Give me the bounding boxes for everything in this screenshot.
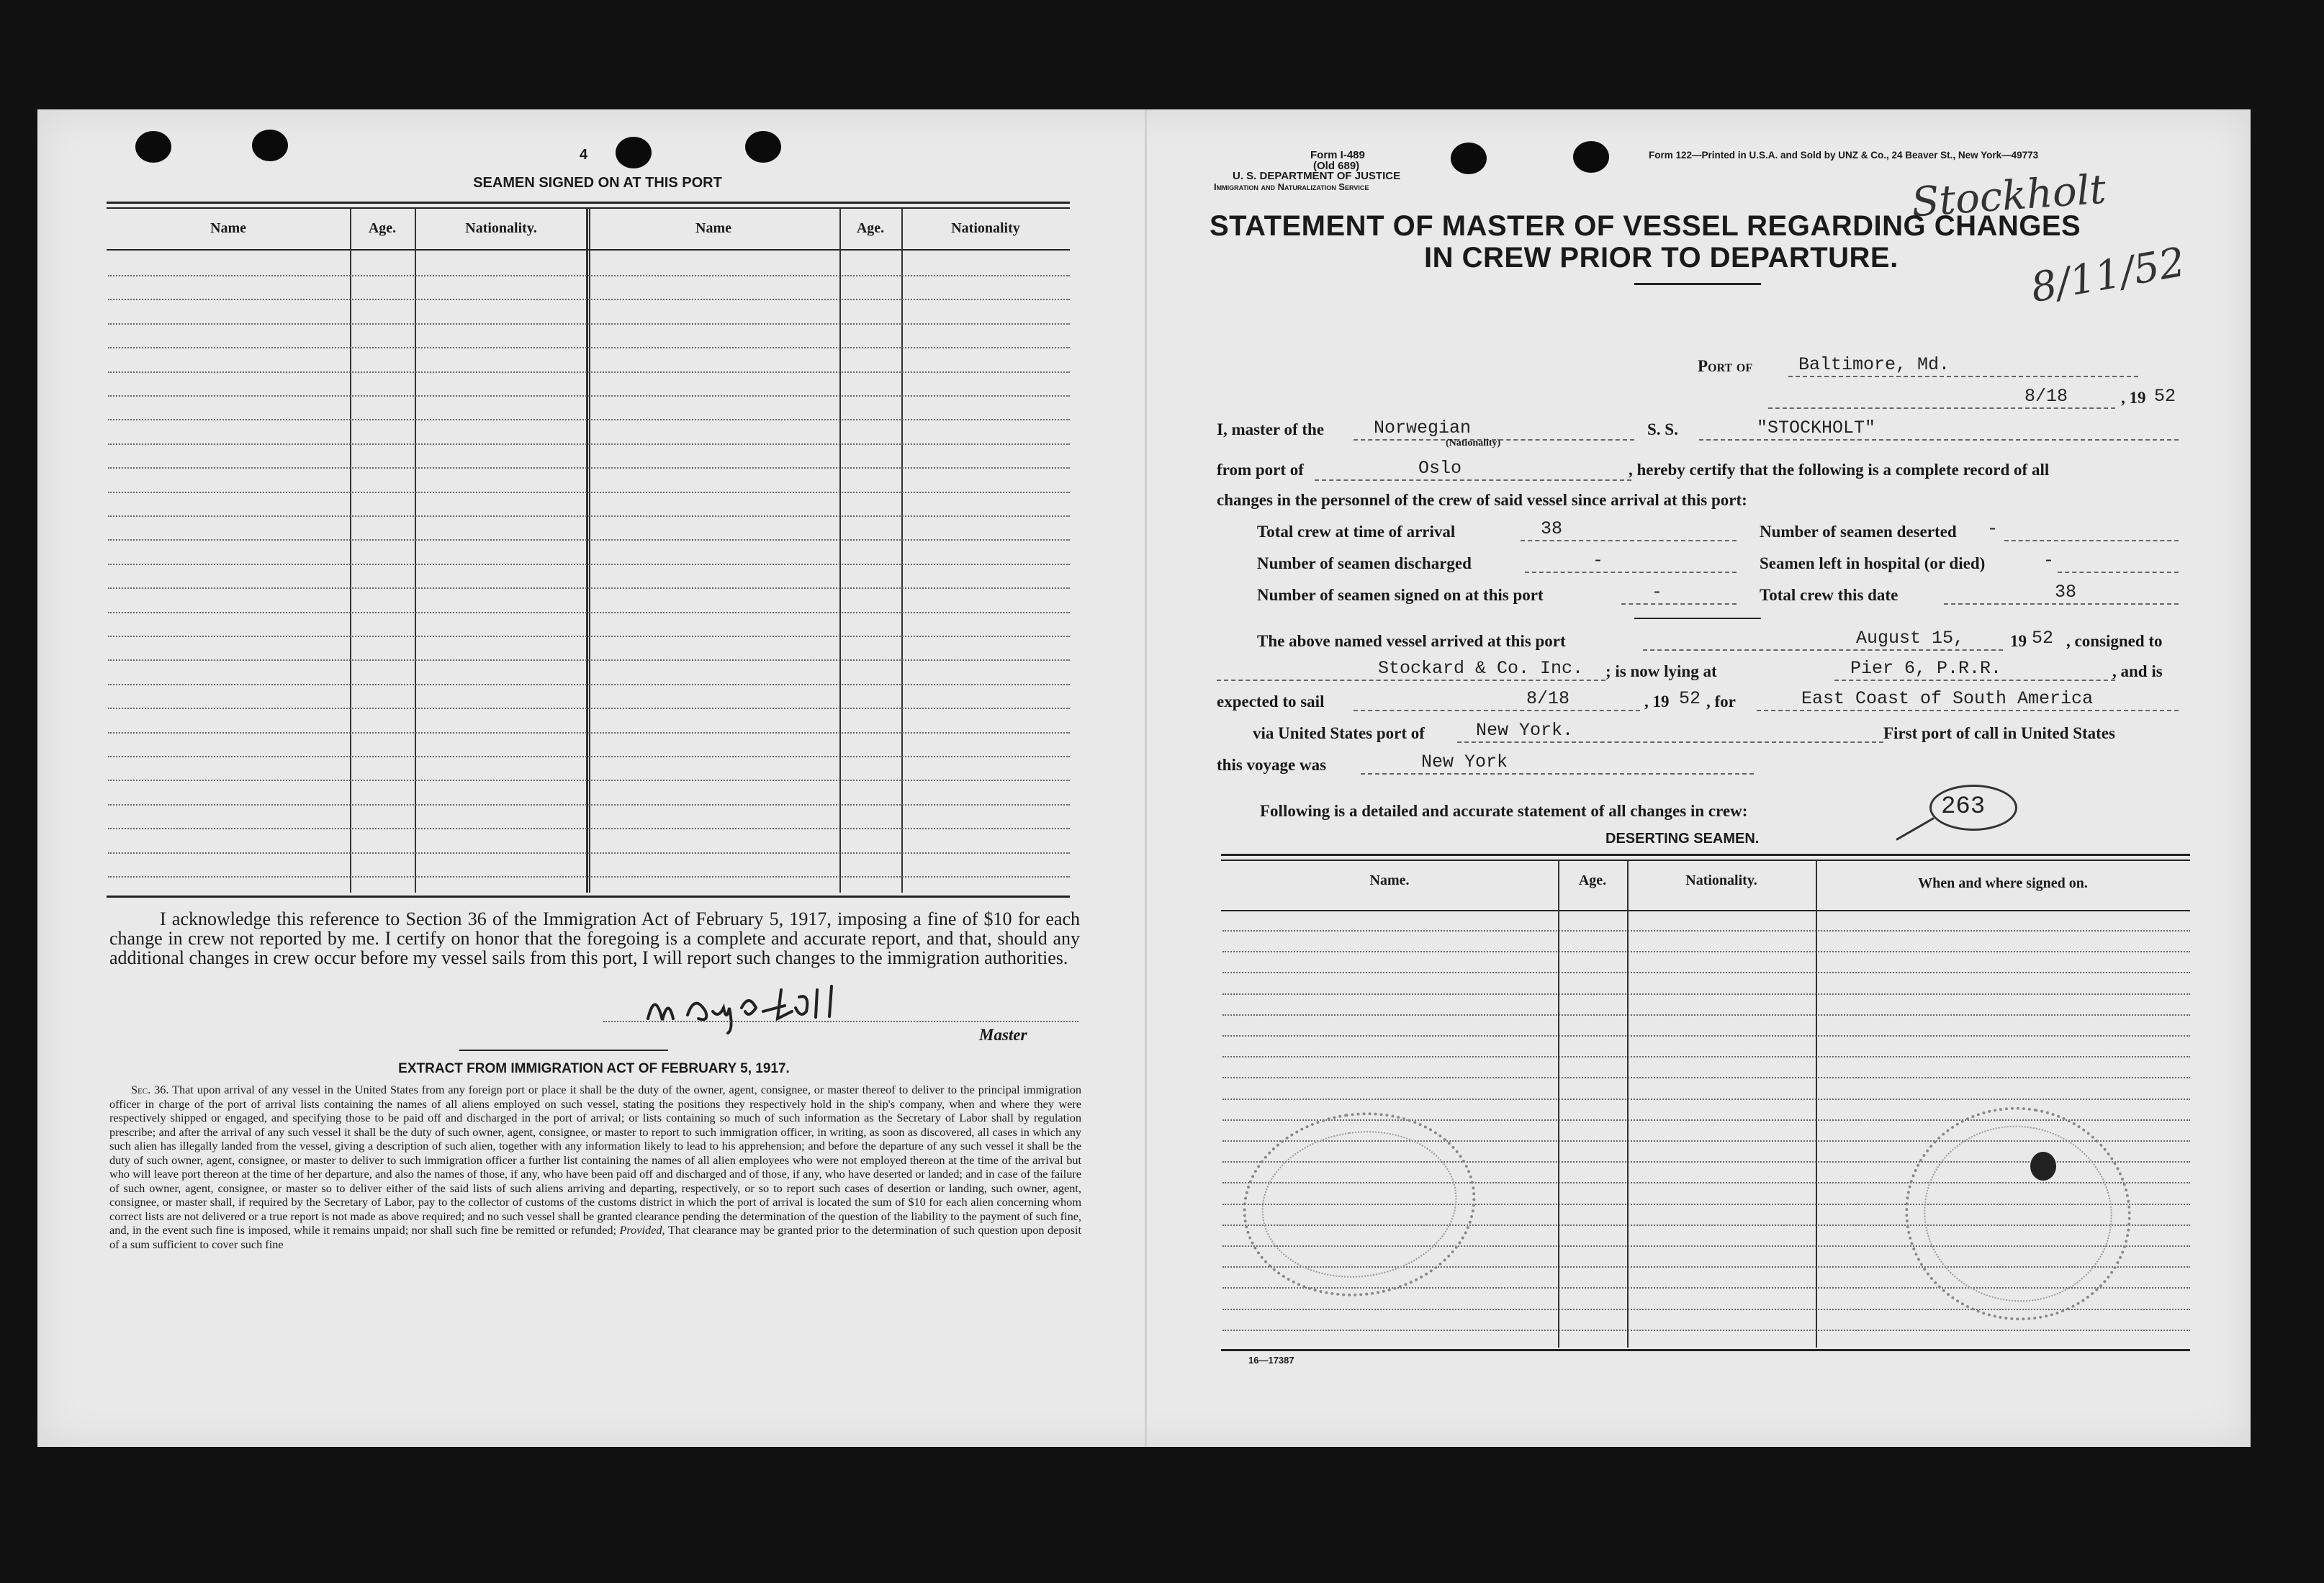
table-row-line: [108, 732, 1070, 734]
punch-hole: [1573, 141, 1609, 173]
table-bottom-rule: [107, 896, 1070, 898]
changes-text: changes in the personnel of the crew of said vessel since arrival at this port:: [1217, 491, 1747, 509]
fill-line: [1361, 773, 1754, 775]
column-divider: [415, 209, 416, 893]
fill-line: [1944, 603, 2179, 605]
punch-hole: [745, 131, 781, 163]
table-row-line: [108, 467, 1070, 469]
ship-name: "STOCKHOLT": [1757, 418, 1876, 438]
table-row-line: [108, 323, 1070, 325]
table-row-line: [108, 443, 1070, 445]
arrived-year-prefix: 19: [2010, 632, 2027, 650]
header-rule: [107, 249, 1070, 251]
fill-line: [1217, 680, 1605, 681]
arrived-label: The above named vessel arrived at this port: [1257, 632, 1566, 650]
table-row-line: [108, 275, 1070, 276]
document-title-line-1: STATEMENT OF MASTER OF VESSEL REGARDING CHANGES: [1210, 210, 2081, 242]
discharged-value: -: [1593, 550, 1604, 571]
footer-code: 16—17387: [1248, 1355, 1294, 1366]
port-label: Port of: [1698, 357, 1753, 375]
fill-line: [1521, 540, 1737, 541]
document-title-line-2: IN CREW PRIOR TO DEPARTURE.: [1424, 242, 1899, 274]
discharged-label: Number of seamen discharged: [1257, 554, 1472, 572]
column-divider: [1627, 861, 1629, 1348]
deserted-label: Number of seamen deserted: [1760, 523, 1957, 541]
column-header-name: Name: [210, 220, 246, 236]
header-rule: [1221, 910, 2190, 911]
from-port-label: from port of: [1217, 461, 1304, 479]
signed-on-value: -: [1652, 582, 1663, 603]
ss-label: S. S.: [1647, 420, 1678, 438]
date-year-prefix: , 19: [2121, 389, 2146, 407]
section-number: Sec. 36.: [131, 1083, 169, 1096]
column-header-age: Age.: [1578, 872, 1607, 888]
table-row-line: [108, 828, 1070, 829]
sail-label: expected to sail: [1217, 693, 1325, 711]
fill-line: [1757, 710, 2179, 711]
punch-hole: [252, 130, 288, 161]
total-date-label: Total crew this date: [1760, 586, 1899, 604]
column-divider: [589, 209, 590, 893]
fill-line: [1768, 407, 2115, 409]
column-divider: [901, 209, 903, 893]
total-arrival-label: Total crew at time of arrival: [1257, 523, 1456, 541]
column-header-age: Age.: [368, 220, 397, 236]
hospital-value: -: [2043, 550, 2055, 571]
table-row-line: [1222, 951, 2190, 952]
table-row-line: [108, 347, 1070, 348]
fill-line: [2058, 572, 2179, 573]
column-header-name: Name: [695, 220, 731, 236]
voyage-label: this voyage was: [1217, 756, 1327, 774]
voyage-value: New York: [1421, 752, 1508, 772]
page-number: 4: [580, 147, 588, 163]
column-header-nationality: Nationality.: [465, 220, 537, 236]
handwritten-ship-name: Stockholt: [1910, 166, 2108, 227]
title-rule: [1634, 283, 1761, 285]
extract-provided: Provided,: [619, 1223, 665, 1237]
form-number: Form I-489: [1310, 149, 1365, 161]
arrived-year: 52: [2032, 628, 2054, 649]
table-top-rule: [1221, 854, 2190, 856]
deserting-title: DESERTING SEAMEN.: [1605, 831, 1760, 847]
fill-line: [1315, 479, 1631, 481]
table-bottom-rule: [1221, 1349, 2190, 1351]
table-row-line: [108, 780, 1070, 781]
master-of-label: I, master of the: [1217, 420, 1325, 438]
consignee-value: Stockard & Co. Inc.: [1378, 658, 1584, 679]
nationality-value: Norwegian: [1374, 418, 1472, 438]
punch-hole: [1451, 143, 1487, 174]
fill-line: [1457, 741, 1883, 743]
table-row-line: [108, 804, 1070, 806]
table-row-line: [108, 708, 1070, 709]
table-row-line: [108, 564, 1070, 565]
nationality-caption: (Nationality): [1446, 438, 1501, 448]
fill-line: [1621, 603, 1737, 605]
table-top-rule: [107, 202, 1070, 204]
sail-year-prefix: , 19: [1644, 693, 1670, 711]
table-row-line: [108, 492, 1070, 493]
column-header-when-where: When and where signed on.: [1918, 875, 2088, 891]
signed-on-label: Number of seamen signed on at this port: [1257, 586, 1544, 604]
table-row-line: [1222, 972, 2190, 973]
extract-section-text: [109, 1083, 1081, 1251]
table-top-rule: [107, 207, 1070, 209]
certify-text: , hereby certify that the following is a complete record of all: [1629, 461, 2050, 479]
page-fold: [1145, 109, 1147, 1447]
column-divider: [350, 209, 351, 893]
table-row-line: [1222, 1330, 2190, 1331]
acknowledgement-text: I acknowledge this reference to Section 36 of the Immigration Act of February 5, 1917, imposing a fine of $10 for each change in crew not reported by me. I certify on honor that the foregoing is a complete and accurate report, and that, should any additional changes in crew occur before my vessel sails from this port, I will report such changes to the immigration authorities.: [109, 908, 1080, 968]
hospital-label: Seamen left in hospital (or died): [1760, 554, 1986, 572]
divider: [459, 1050, 668, 1051]
table-row-line: [108, 371, 1070, 373]
column-divider: [839, 209, 841, 893]
total-arrival-value: 38: [1541, 518, 1563, 539]
table-row-line: [108, 539, 1070, 541]
table-row-line: [1222, 930, 2190, 932]
via-value: New York.: [1476, 720, 1574, 741]
table-top-rule: [1221, 860, 2190, 861]
via-label: via United States port of: [1253, 724, 1425, 742]
table-row-line: [1222, 993, 2190, 995]
table-row-line: [108, 515, 1070, 517]
consigned-label: , consigned to: [2066, 632, 2163, 650]
lying-label: ; is now lying at: [1605, 662, 1717, 680]
table-row-line: [1222, 1099, 2190, 1100]
arrived-value: August 15,: [1856, 628, 1965, 649]
left-page-title: SEAMEN SIGNED ON AT THIS PORT: [473, 175, 722, 191]
handwritten-date: 8/11/52: [2027, 238, 2189, 312]
table-row-line: [108, 612, 1070, 613]
fill-line: [1643, 649, 2003, 651]
following-text: Following is a detailed and accurate statement of all changes in crew:: [1260, 802, 1748, 820]
signature-line: [603, 1021, 1078, 1022]
column-divider: [586, 209, 588, 893]
column-divider: [1558, 861, 1559, 1348]
column-header-nationality: Nationality.: [1685, 872, 1757, 888]
deserted-value: -: [1987, 518, 1999, 539]
destination-value: East Coast of South America: [1801, 688, 2094, 709]
table-row-line: [108, 659, 1070, 661]
punch-hole: [135, 131, 171, 163]
fill-line: [2004, 540, 2179, 541]
table-row-line: [108, 636, 1070, 637]
fill-line: [1699, 439, 2179, 441]
for-label: , for: [1706, 693, 1736, 711]
extract-end: That clearance may be granted prior to the determination of such question upon deposit of a sum sufficient to cover such fine: [109, 1223, 1081, 1251]
column-divider: [1816, 861, 1817, 1348]
fill-line: [1354, 710, 1640, 711]
sail-year: 52: [1679, 688, 1701, 709]
master-label: Master: [979, 1026, 1027, 1044]
date-year: 52: [2154, 386, 2176, 407]
sail-value: 8/18: [1526, 688, 1570, 709]
printer-line: Form 122—Printed in U.S.A. and Sold by UNZ & Co., 24 Beaver St., New York—49773: [1649, 150, 2039, 161]
punch-hole: [616, 137, 652, 168]
circled-number: 263: [1941, 793, 1986, 821]
table-row-line: [108, 684, 1070, 685]
table-row-line: [108, 876, 1070, 878]
table-row-line: [1222, 1035, 2190, 1037]
table-row-line: [108, 756, 1070, 757]
table-row-line: [108, 299, 1070, 300]
extract-body: That upon arrival of any vessel in the United States from any foreign port or place it shall be the duty of the owner, agent, consignee, or master thereof to deliver to the principal immigration officer in charge of the port of arrival lists containing the names of all aliens employed on such vessel, stating the positions they respectively hold in the ship's company, when and where they were respectively shipped or engaged, and specifying those to be paid off and discharged in the port of arrival; or lists containing so much of such information as the Secretary of Labor shall by regulation prescribe; and after the arrival of any such vessel it shall be the duty of such owner, agent, consignee, or master to report to such immigration officer, in writing, as soon as discovered, all cases in which any such alien has illegally landed from the vessel, giving a description of such alien, together with any information likely to lead to his apprehension; and before the departure of any such vessel it shall be the duty of such owner, agent, consignee, or master to deliver to such immigration officer a further list containing the names of all alien employees who were not employed thereon at the time of the arrival but who will leave port thereon at the time of her departure, and also the names of those, if any, who have been paid off and discharged and of those, if any, who have deserted or landed; and in case of the failure of such owner, agent, consignee, or master so to deliver either of the said lists of such aliens arriving and departing, respectively, or so to report such cases of desertion or landing, such owner, agent, consignee, or master shall, if required by the Secretary of Labor, pay to the collector of customs of the customs district in which the port of arrival is located the sum of $10 for each alien concerning whom correct lists are not delivered or a true report is not made as above required; and no such vessel shall be granted clearance pending the determination of the question of the liability to the payment of such fine, and, in the event such fine is imposed, while it remains unpaid; nor shall such fine be remitted or refunded;: [109, 1083, 1081, 1237]
table-row-line: [108, 419, 1070, 420]
port-value: Baltimore, Md.: [1798, 354, 1950, 375]
column-header-nationality: Nationality: [951, 220, 1020, 236]
first-port-label: First port of call in United States: [1883, 724, 2115, 742]
department-name: U. S. DEPARTMENT OF JUSTICE: [1233, 170, 1401, 182]
fill-line: [1834, 680, 2115, 681]
column-header-age: Age.: [856, 220, 885, 236]
master-signature: [634, 975, 979, 1040]
service-name: Immigration and Naturalization Service: [1214, 181, 1369, 192]
from-port-value: Oslo: [1418, 458, 1462, 479]
table-row-line: [1222, 1056, 2190, 1057]
column-header-name: Name.: [1369, 872, 1410, 888]
table-row-line: [1222, 1077, 2190, 1078]
lying-value: Pier 6, P.R.R.: [1850, 658, 2002, 679]
table-row-line: [108, 852, 1070, 854]
extract-title: EXTRACT FROM IMMIGRATION ACT OF FEBRUARY 5, 1917.: [398, 1061, 790, 1076]
ink-blot: [2030, 1152, 2056, 1181]
fill-line: [1525, 572, 1737, 573]
table-row-line: [1222, 1014, 2190, 1016]
and-is-label: , and is: [2112, 662, 2163, 680]
form-old-number: (Old 689): [1313, 160, 1360, 172]
fill-line: [1788, 376, 2138, 377]
total-date-value: 38: [2055, 582, 2077, 603]
table-row-line: [108, 395, 1070, 397]
table-row-line: [108, 587, 1070, 589]
divider: [1634, 618, 1761, 619]
date-value: 8/18: [2025, 386, 2068, 407]
